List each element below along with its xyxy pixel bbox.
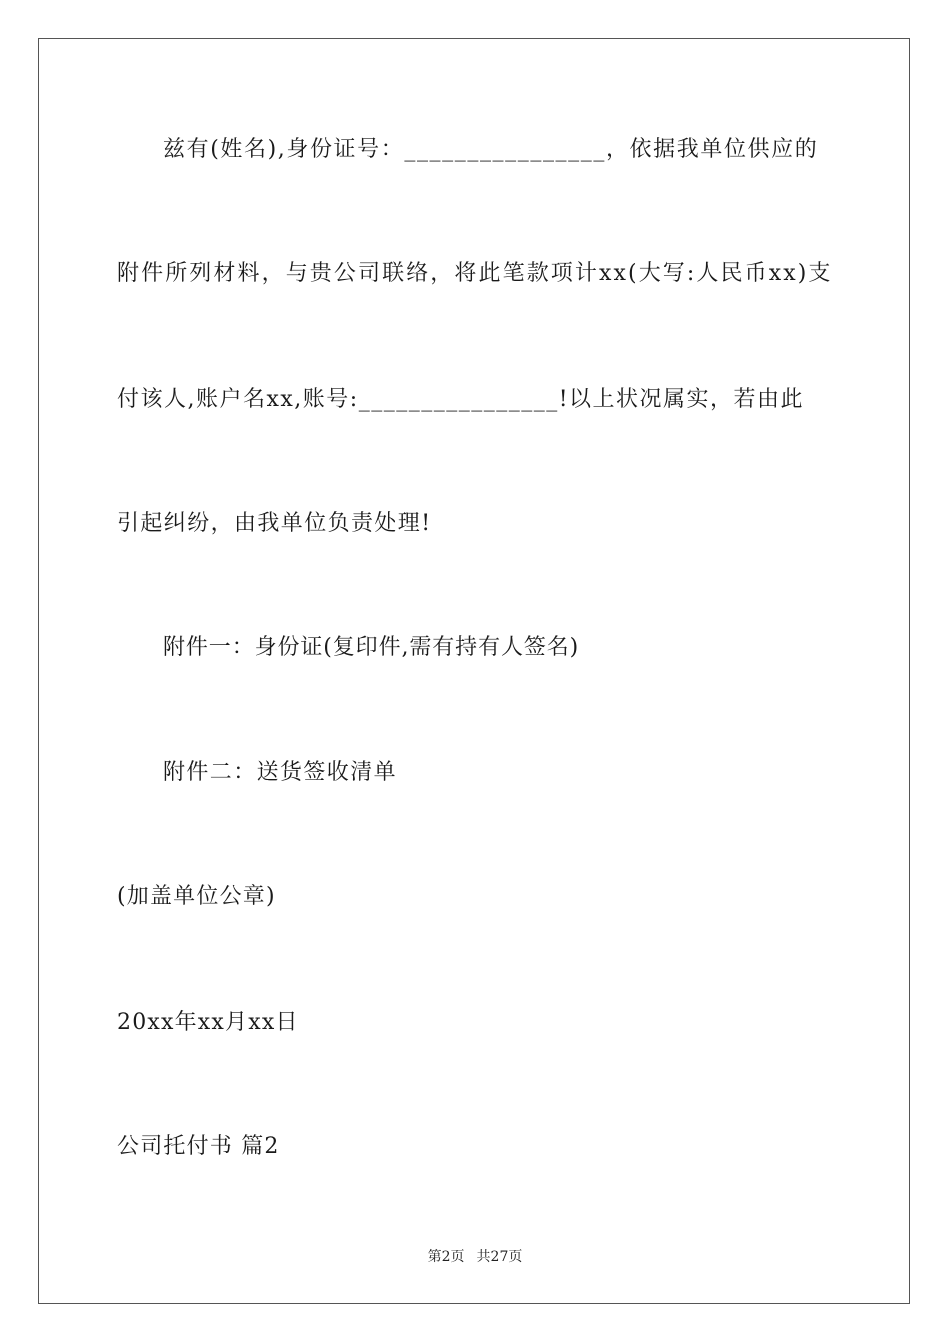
page-footer: [0, 1248, 950, 1266]
section-heading: 公司托付书 篇2: [117, 1134, 280, 1159]
seal-note: (加盖单位公章): [117, 884, 276, 909]
page-border: [38, 38, 910, 1304]
paragraph-responsibility-line: 引起纠纷，由我单位负责处理!: [117, 511, 432, 536]
paragraph-attachment-line: 附件所列材料，与贵公司联络，将此笔款项计xx(大写:人民币xx)支: [117, 261, 833, 286]
total-pages-label: 共27页: [476, 1249, 523, 1265]
paragraph-intro-line: 兹有(姓名),身份证号：________________，依据我单位供应的: [163, 137, 819, 162]
attachment-one: 附件一：身份证(复印件,需有持有人签名): [163, 635, 580, 660]
attachment-two: 附件二：送货签收清单: [163, 760, 398, 785]
date-line: 20xx年xx月xx日: [117, 1010, 299, 1035]
paragraph-account-line: 付该人,账户名xx,账号:________________!以上状况属实，若由此: [117, 387, 805, 412]
current-page-label: 第2页: [427, 1249, 465, 1265]
